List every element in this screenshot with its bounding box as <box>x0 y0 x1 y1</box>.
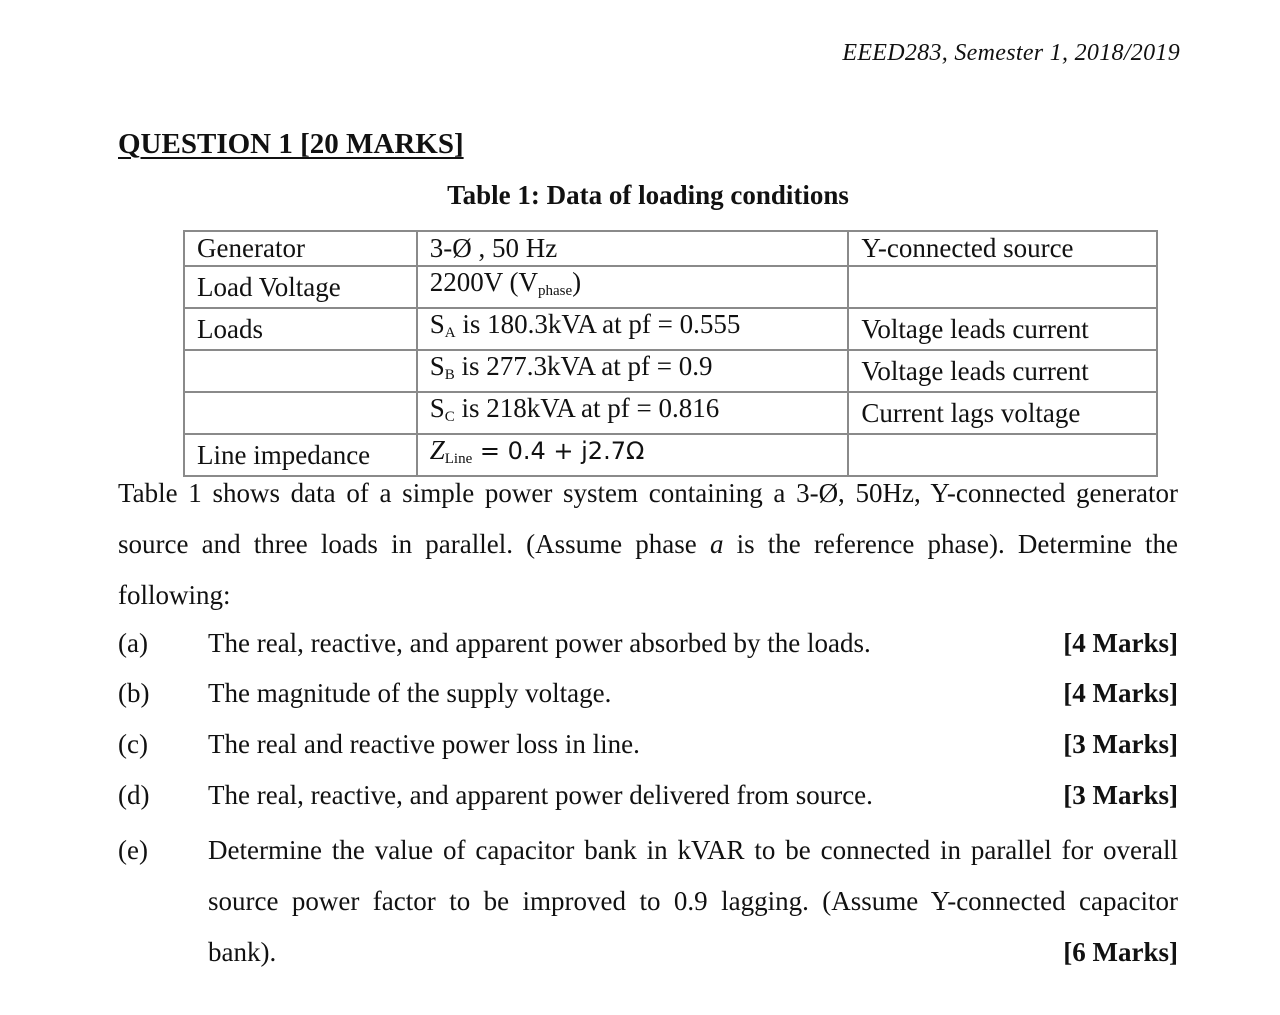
cell-main-text: S <box>429 309 445 339</box>
intro-paragraph <box>118 468 1178 621</box>
table-row <box>184 266 1157 308</box>
table-row <box>184 392 1157 434</box>
cell-subscript: C <box>444 409 455 425</box>
cell-subscript: Line <box>444 451 473 467</box>
table-row <box>184 231 1157 266</box>
intro-text-part1: Table 1 shows data of a simple power system containing a 3-Ø, 50Hz, Y-connected generator source and three loads in parallel. (Assume phase <box>118 478 1178 559</box>
cell-subscript: B <box>444 367 455 383</box>
cell-main-text: Z <box>429 435 445 465</box>
item-marks: [6 Marks] <box>1063 937 1178 967</box>
table-cell: Loads <box>184 308 417 350</box>
table-cell <box>417 392 849 434</box>
table-cell <box>417 308 849 350</box>
item-marks: [4 Marks] <box>1063 628 1178 658</box>
table-cell: Line impedance <box>184 434 417 476</box>
cell-tail-text: = 0.4 + j2.7Ω <box>472 437 645 465</box>
cell-main-text: 2200V (V <box>429 267 538 297</box>
item-marks: [4 Marks] <box>1063 678 1178 708</box>
item-label: (b) <box>118 678 150 708</box>
cell-main-text: S <box>429 393 445 423</box>
item-label: (d) <box>118 780 150 810</box>
item-text: The real and reactive power loss in line. <box>208 729 640 759</box>
table-cell: Y-connected source <box>848 231 1157 266</box>
cell-tail-text: is 277.3kVA at pf = 0.9 <box>454 351 713 381</box>
table-cell: Current lags voltage <box>848 392 1157 434</box>
table-cell: 3-Ø , 50 Hz <box>417 231 849 266</box>
cell-subscript: phase <box>537 283 573 299</box>
item-text: The real, reactive, and apparent power absorbed by the loads. <box>208 628 871 658</box>
table-row <box>184 350 1157 392</box>
item-marks: [3 Marks] <box>1063 729 1178 759</box>
table-cell: Voltage leads current <box>848 308 1157 350</box>
item-text: Determine the value of capacitor bank in kVAR to be connected in parallel for overall source power factor to be improved to 0.9 lagging. (Assume Y-connected capacitor bank). <box>208 835 1178 967</box>
cell-main-text: S <box>429 351 445 381</box>
course-reference: EEED283, Semester 1, 2018/2019 <box>842 40 1180 66</box>
item-text: The magnitude of the supply voltage. <box>208 678 612 708</box>
table-cell: Voltage leads current <box>848 350 1157 392</box>
cell-tail-text: is 218kVA at pf = 0.816 <box>454 393 720 423</box>
table-cell <box>417 350 849 392</box>
table-cell <box>848 266 1157 308</box>
loading-conditions-table <box>183 230 1158 477</box>
table-row <box>184 308 1157 350</box>
table-cell <box>184 350 417 392</box>
question-title: QUESTION 1 [20 MARKS] <box>118 128 464 160</box>
table-cell: Load Voltage <box>184 266 417 308</box>
item-label: (c) <box>118 729 148 759</box>
cell-tail-text: ) <box>572 267 582 297</box>
table-cell: Generator <box>184 231 417 266</box>
cell-tail-text: is 180.3kVA at pf = 0.555 <box>455 309 741 339</box>
item-marks: [3 Marks] <box>1063 780 1178 810</box>
item-label: (e) <box>118 835 148 865</box>
intro-text-part2: is the reference phase). Determine the following: <box>118 529 1178 610</box>
table-cell <box>417 266 849 308</box>
item-label: (a) <box>118 628 148 658</box>
cell-subscript: A <box>444 325 456 341</box>
table-caption: Table 1: Data of loading conditions <box>447 180 849 210</box>
item-text: The real, reactive, and apparent power delivered from source. <box>208 780 873 810</box>
table-cell <box>184 392 417 434</box>
phase-variable: a <box>709 529 724 559</box>
